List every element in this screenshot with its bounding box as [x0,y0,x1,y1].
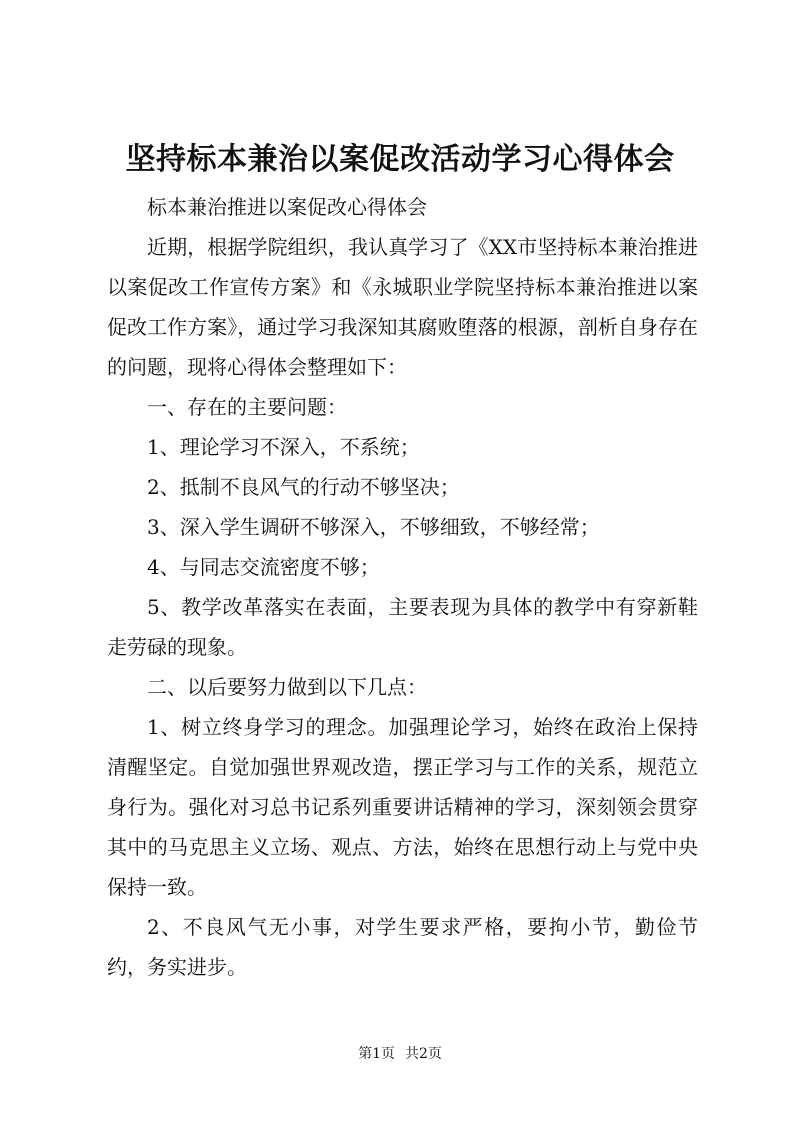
list-item: 1、理论学习不深入，不系统； [147,435,420,459]
page-total: 共2页 [405,1046,442,1062]
body-paragraph: 近期，根据学院组织，我认真学习了《XX市坚持标本兼治推进以案促改工作宣传方案》和《永城职业学院坚持标本兼治推进以案促改工作方案》，通过学习我深知其腐败堕落的根源，剖析自身存在的问题，现将心得体会整理如下： [107,235,698,379]
list-item: 5、教学改革落实在表面，主要表现为具体的教学中有穿新鞋走劳碌的现象。 [107,595,698,659]
document-title: 坚持标本兼治以案促改活动学习心得体会 [125,142,675,177]
document-body [107,187,698,987]
list-item: 2、抵制不良风气的行动不够坚决； [147,475,460,499]
page-footer [0,1044,800,1064]
section-heading: 二、以后要努力做到以下几点： [147,675,427,699]
section-heading: 一、存在的主要问题： [147,395,347,419]
subtitle-paragraph: 标本兼治推进以案促改心得体会 [147,195,427,219]
page-number: 第1页 [358,1046,395,1062]
list-item: 3、深入学生调研不够深入，不够细致，不够经常； [147,515,600,539]
list-item: 2、不良风气无小事，对学生要求严格，要拘小节，勤俭节约，务实进步。 [107,915,698,979]
list-item: 4、与同志交流密度不够； [147,555,380,579]
list-item: 1、树立终身学习的理念。加强理论学习，始终在政治上保持清醒坚定。自觉加强世界观改造，摆正学习与工作的关系，规范立身行为。强化对习总书记系列重要讲话精神的学习，深刻领会贯穿其中的马克思主义立场、观点、方法，始终在思想行动上与党中央保持一致。 [107,715,698,899]
